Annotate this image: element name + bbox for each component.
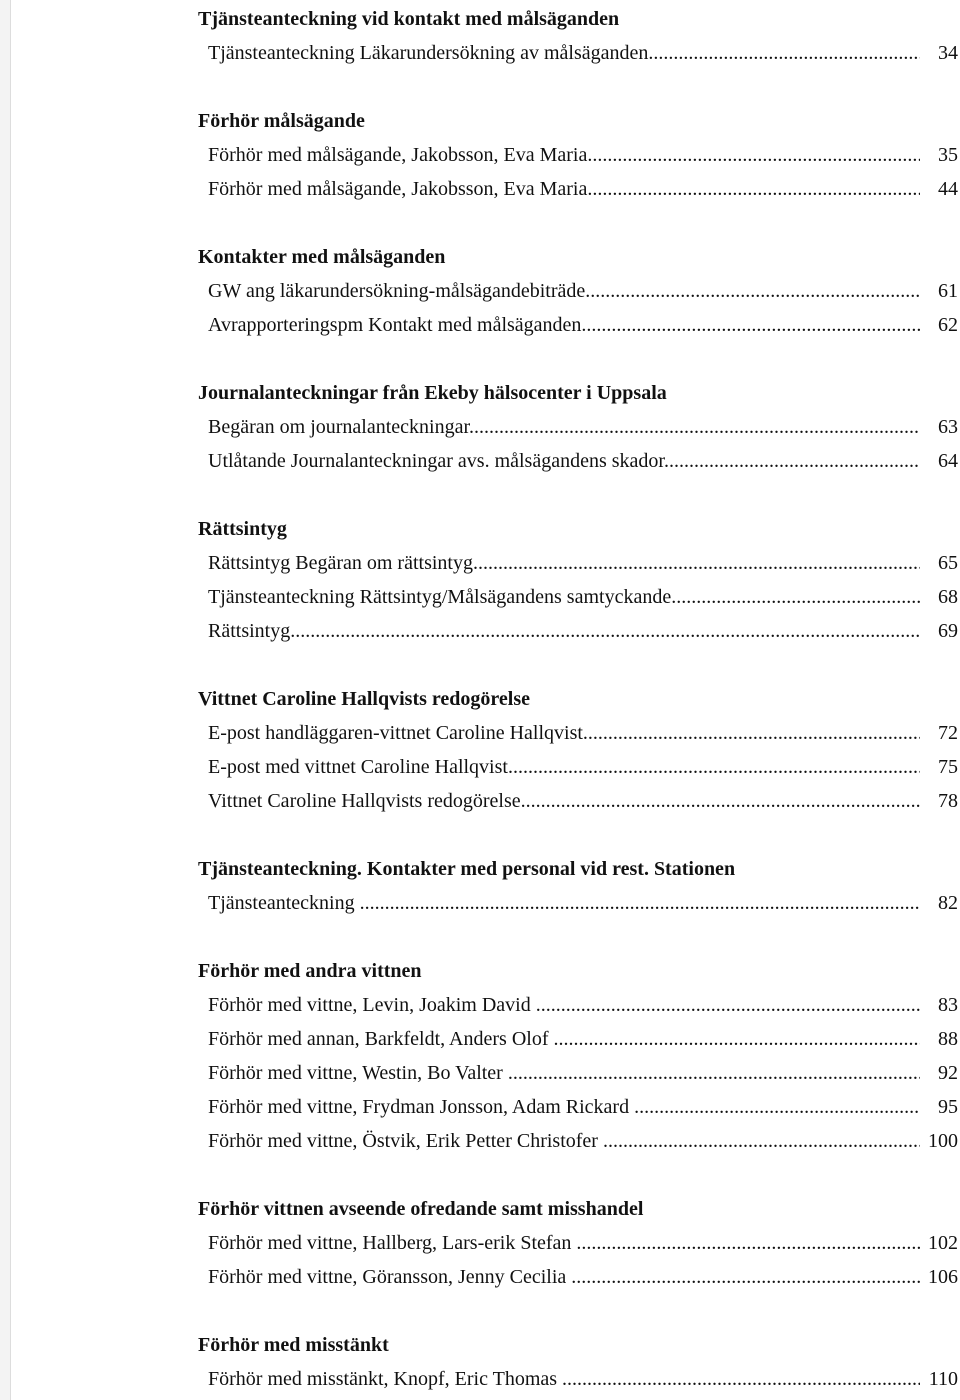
section-heading: Journalanteckningar från Ekeby hälsocenter i Uppsala: [198, 382, 667, 404]
toc-page-number: 34: [934, 36, 958, 70]
toc-entry[interactable]: [208, 1226, 958, 1260]
toc-page-number: 110: [925, 1362, 958, 1396]
toc-page-number: 88: [934, 1022, 958, 1056]
toc-entry-title: Utlåtande Journalanteckningar avs. målsägandens skador .....: [208, 444, 920, 478]
table-of-contents: [198, 2, 960, 1396]
section-spacer: [198, 648, 960, 682]
toc-entry[interactable]: [208, 886, 958, 920]
section-spacer: [198, 818, 960, 852]
toc-entry[interactable]: [208, 410, 958, 444]
toc-entry-title: Tjänsteanteckning Läkarundersökning av målsäganden .....: [208, 36, 920, 70]
toc-page-number: 72: [934, 716, 958, 750]
toc-entry-title: Förhör med vittne, Hallberg, Lars-erik Stefan .....: [208, 1226, 920, 1260]
toc-entry-title: Tjänsteanteckning .....: [208, 886, 920, 920]
toc-page-number: 102: [924, 1226, 958, 1260]
section-spacer: [198, 1158, 960, 1192]
toc-entry[interactable]: [208, 1056, 958, 1090]
section-spacer: [198, 70, 960, 104]
toc-entry[interactable]: [208, 546, 958, 580]
toc-entry-title: Förhör med vittne, Östvik, Erik Petter Christofer .....: [208, 1124, 920, 1158]
toc-entry[interactable]: [208, 1090, 958, 1124]
toc-entry[interactable]: [208, 138, 958, 172]
section-heading: Kontakter med målsäganden: [198, 246, 446, 268]
toc-entry-title: Förhör med vittne, Frydman Jonsson, Adam Rickard .....: [208, 1090, 920, 1124]
toc-entry-title: Förhör med vittne, Göransson, Jenny Cecilia .....: [208, 1260, 920, 1294]
toc-entry[interactable]: [208, 444, 958, 478]
toc-page-number: 35: [934, 138, 958, 172]
toc-page-number: 95: [934, 1090, 958, 1124]
section-heading: Rättsintyg: [198, 518, 287, 540]
toc-entry-title: GW ang läkarundersökning-målsägandebiträde .....: [208, 274, 920, 308]
toc-page-number: 61: [934, 274, 958, 308]
toc-entry-title: Förhör med vittne, Levin, Joakim David .....: [208, 988, 920, 1022]
toc-entry-title: Förhör med vittne, Westin, Bo Valter .....: [208, 1056, 920, 1090]
toc-page-number: 65: [934, 546, 958, 580]
toc-entry[interactable]: [208, 308, 958, 342]
toc-entry[interactable]: [208, 614, 958, 648]
toc-page-number: 83: [934, 988, 958, 1022]
toc-entry[interactable]: [208, 274, 958, 308]
toc-entry-title: Tjänsteanteckning Rättsintyg/Målsägandens samtyckande .....: [208, 580, 920, 614]
toc-entry-title: Förhör med misstänkt, Knopf, Eric Thomas .....: [208, 1362, 920, 1396]
section-heading: Vittnet Caroline Hallqvists redogörelse: [198, 688, 531, 710]
section-spacer: [198, 206, 960, 240]
toc-page-number: 82: [934, 886, 958, 920]
section-heading: Förhör vittnen avseende ofredande samt misshandel: [198, 1198, 644, 1220]
section-spacer: [198, 478, 960, 512]
toc-page-number: 63: [934, 410, 958, 444]
toc-entry[interactable]: [208, 784, 958, 818]
toc-entry-title: Begäran om journalanteckningar .....: [208, 410, 920, 444]
toc-page-number: 69: [934, 614, 958, 648]
toc-entry-title: E-post med vittnet Caroline Hallqvist .....: [208, 750, 920, 784]
toc-entry[interactable]: [208, 580, 958, 614]
toc-entry[interactable]: [208, 1124, 958, 1158]
section-heading: Förhör målsägande: [198, 110, 365, 132]
toc-entry[interactable]: [208, 1022, 958, 1056]
toc-entry[interactable]: [208, 1362, 958, 1396]
toc-page-number: 78: [934, 784, 958, 818]
toc-entry-title: Förhör med målsägande, Jakobsson, Eva Maria .....: [208, 172, 920, 206]
section-heading: Förhör med andra vittnen: [198, 960, 422, 982]
toc-entry-title: Rättsintyg Begäran om rättsintyg .....: [208, 546, 920, 580]
toc-entry[interactable]: [208, 716, 958, 750]
toc-page-number: 75: [934, 750, 958, 784]
toc-entry-title: Vittnet Caroline Hallqvists redogörelse .....: [208, 784, 920, 818]
section-heading: Tjänsteanteckning. Kontakter med personal vid rest. Stationen: [198, 858, 736, 880]
page-edge: [0, 0, 11, 1400]
toc-entry[interactable]: [208, 1260, 958, 1294]
toc-page-number: 62: [934, 308, 958, 342]
toc-page-number: 44: [934, 172, 958, 206]
toc-entry[interactable]: [208, 988, 958, 1022]
toc-entry-title: Förhör med annan, Barkfeldt, Anders Olof .....: [208, 1022, 920, 1056]
toc-page-number: 64: [934, 444, 958, 478]
toc-page-number: 68: [934, 580, 958, 614]
toc-entry-title: E-post handläggaren-vittnet Caroline Hallqvist .....: [208, 716, 920, 750]
toc-page-number: 100: [924, 1124, 958, 1158]
toc-entry-title: Rättsintyg .....: [208, 614, 920, 648]
toc-entry[interactable]: [208, 750, 958, 784]
toc-entry-title: Avrapporteringspm Kontakt med målsäganden .....: [208, 308, 920, 342]
section-spacer: [198, 342, 960, 376]
section-spacer: [198, 1294, 960, 1328]
toc-entry[interactable]: [208, 172, 958, 206]
toc-entry-title: Förhör med målsägande, Jakobsson, Eva Maria .....: [208, 138, 920, 172]
toc-page-number: 92: [934, 1056, 958, 1090]
toc-page-number: 106: [924, 1260, 958, 1294]
section-spacer: [198, 920, 960, 954]
section-heading: Förhör med misstänkt: [198, 1334, 389, 1356]
toc-entry[interactable]: [208, 36, 958, 70]
section-heading: Tjänsteanteckning vid kontakt med målsäganden: [198, 8, 620, 30]
